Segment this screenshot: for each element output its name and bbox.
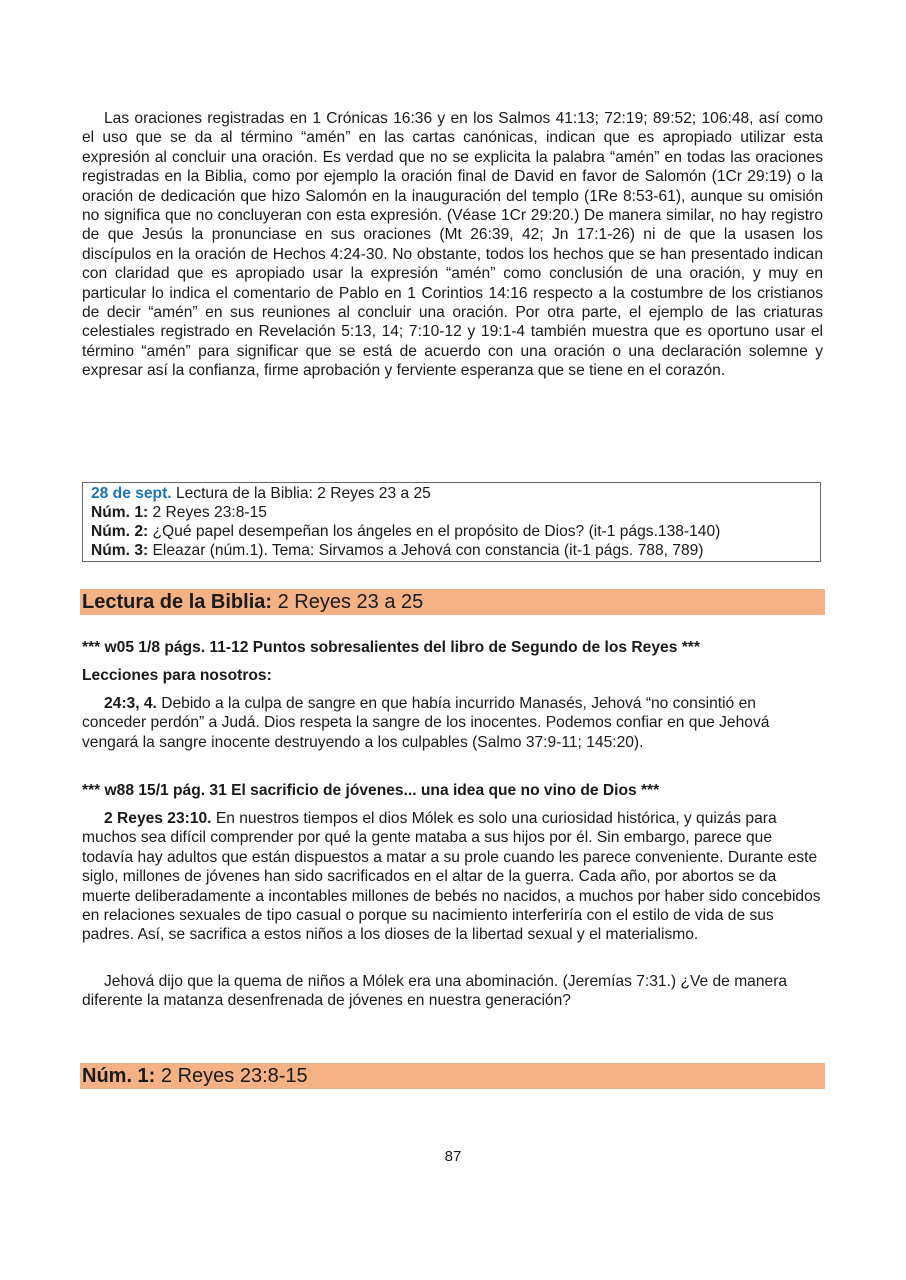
schedule-reading: Lectura de la Biblia: 2 Reyes 23 a 25 <box>171 485 431 502</box>
w05-heading: *** w05 1/8 págs. 11-12 Puntos sobresalientes del libro de Segundo de los Reyes *** <box>82 639 700 656</box>
lesson-paragraph: 24:3, 4. Debido a la culpa de sangre en que había incurrido Manasés, Jehová “no consintió en conceder perdón” a Judá. Dios respeta la sangre de los inocentes. Podemos confiar en que Jehová vengará la sangre inocente destruyendo a los culpables (Salmo 37:9-11; 145:20). <box>82 695 770 751</box>
intro-paragraph: Las oraciones registradas en 1 Crónicas 16:36 y en los Salmos 41:13; 72:19; 89:52; 106:48, así como el uso que se da al término “amén” en las cartas canónicas, indican que es apropiado utilizar esta expresión al concluir una oración. Es verdad que no se explicita la palabra “amén” en todas las oraciones registradas en la Biblia, como por ejemplo la oración final de David en favor de Salomón (1Cr 29:19) o la oración de dedicación que hizo Salomón en la inauguración del templo (1Re 8:53-61), aunque su omisión no significa que no concluyeran con esta expresión. (Véase 1Cr 29:20.) De manera similar, no hay registro de que Jesús la pronunciase en sus oraciones (Mt 26:39, 42; Jn 17:1-26) ni de que la usasen los discípulos en la oración de Hechos 4:24-30. No obstante, todos los hechos que se han presentado indican con claridad que es apropiado usar la expresión “amén” como conclusión de una oración, y muy en particular lo indica el comentario de Pablo en 1 Corintios 14:16 respecto a la costumbre de los cristianos de decir “amén” en sus reuniones al concluir una oración. Por otra parte, el ejemplo de las criaturas celestiales registrado en Revelación 5:13, 14; 7:10-12 y 19:1-4 también muestra que es oportuno usar el término “amén” para significar que se está de acuerdo con una oración o una declaración solemne y expresar así la confianza, firme aprobación y ferviente esperanza que se tiene en el corazón. <box>82 110 823 380</box>
molek-paragraph-2: Jehová dijo que la quema de niños a Mólek era una abominación. (Jeremías 7:31.) ¿Ve de manera diferente la matanza desenfrenada de jóvenes en nuestra generación? <box>82 973 788 1010</box>
schedule-date-line <box>91 484 812 503</box>
schedule-date: 28 de sept. <box>91 485 172 502</box>
section-heading-num1: Núm. 1: 2 Reyes 23:8-15 <box>80 1063 825 1089</box>
schedule-item: Núm. 1: 2 Reyes 23:8-15 <box>91 504 267 521</box>
schedule-box <box>82 482 821 562</box>
molek-paragraph-1: 2 Reyes 23:10. En nuestros tiempos el dios Mólek es solo una curiosidad histórica, y quizás para muchos sea difícil comprender por qué la gente mataba a sus hijos por él. Sin embargo, parece que todavía hay adultos que están dispuestos a matar a su prole cuando les parece conveniente. Durante este siglo, millones de jóvenes han sido sacrificados en el altar de la guerra. Cada año, por abortos se da muerte deliberadamente a incontables millones de bebés no nacidos, a muchos por haber sido concebidos en relaciones sexuales de tipo casual o porque su nacimiento interferiría con el estilo de vida de sus padres. Así, se sacrifica a estos niños a los dioses de la libertad sexual y el materialismo. <box>82 810 821 944</box>
page-number: 87 <box>444 1148 462 1165</box>
schedule-item: Núm. 2: ¿Qué papel desempeñan los ángeles en el propósito de Dios? (it-1 págs.138-140) <box>91 523 721 540</box>
lecciones-heading: Lecciones para nosotros: <box>82 667 272 684</box>
w88-heading: *** w88 15/1 pág. 31 El sacrificio de jóvenes... una idea que no vino de Dios *** <box>82 782 660 799</box>
schedule-item: Núm. 3: Eleazar (núm.1). Tema: Sirvamos a Jehová con constancia (it-1 págs. 788, 789) <box>91 542 704 559</box>
section-heading-lectura: Lectura de la Biblia: 2 Reyes 23 a 25 <box>80 589 825 615</box>
